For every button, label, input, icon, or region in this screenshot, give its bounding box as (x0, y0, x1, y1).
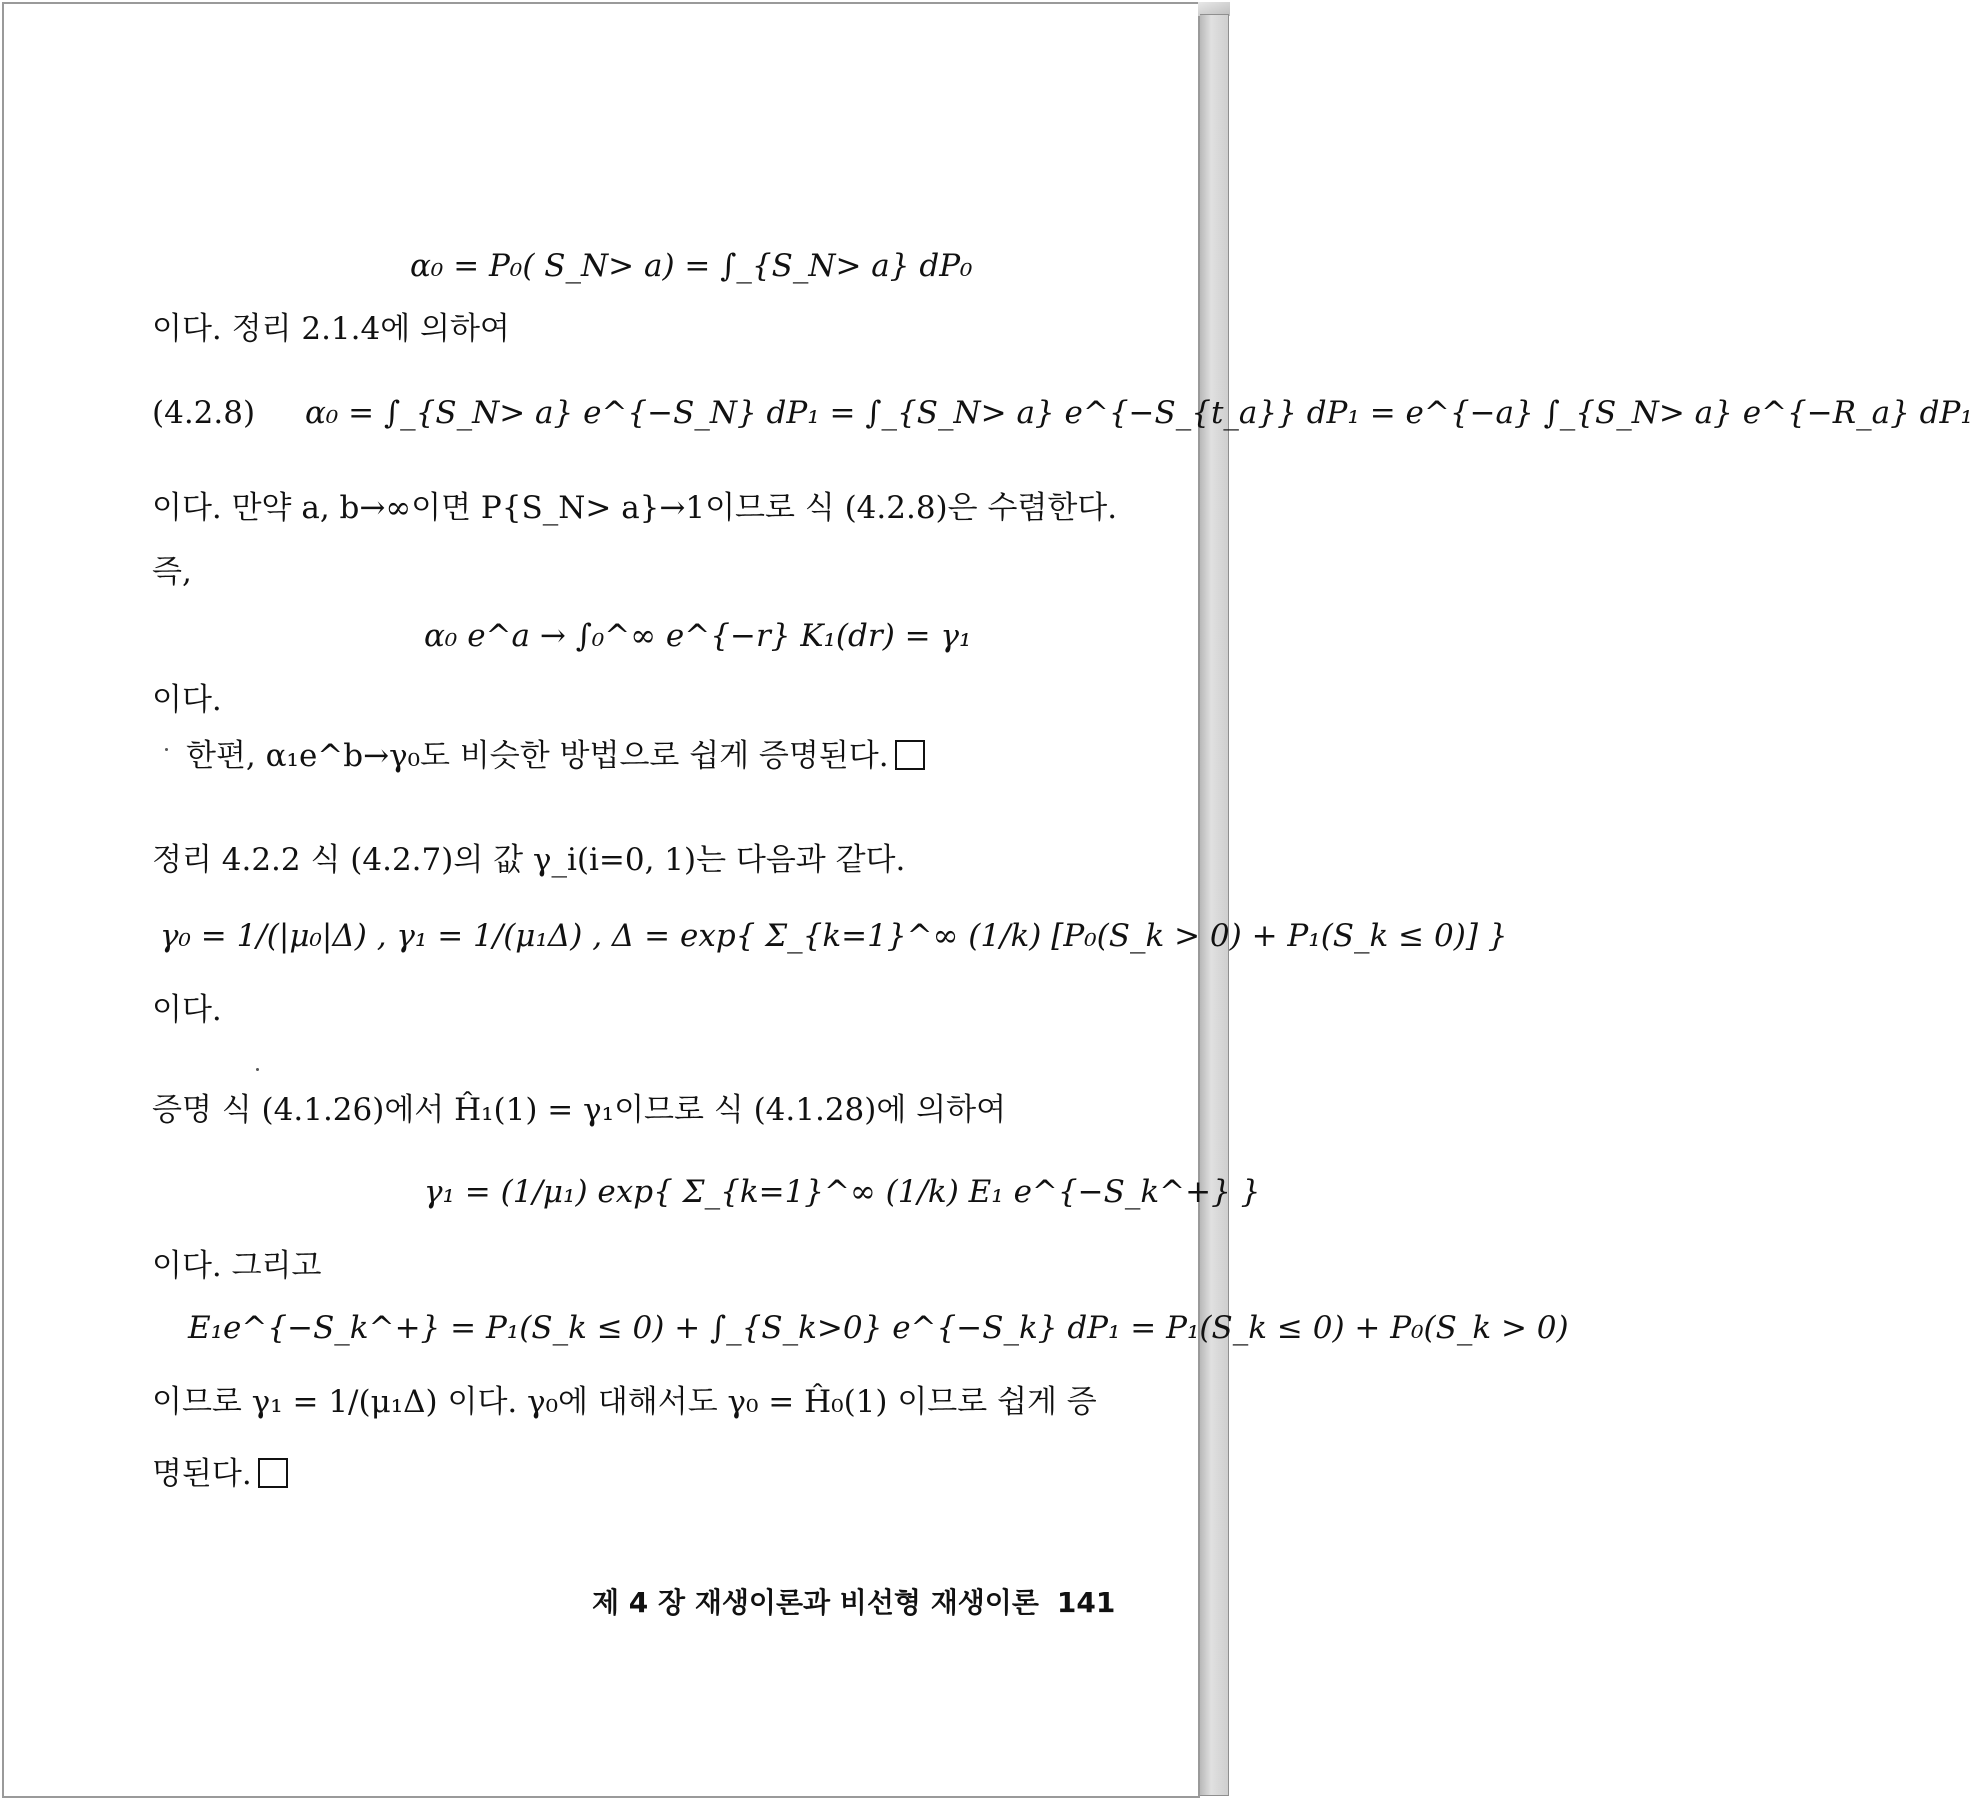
equation-gamma1: γ₁ = (1/μ₁) exp{ Σ_{k=1}^∞ (1/k) E₁ e^{−S_k^+} } (424, 1174, 1261, 1210)
equation-4-2-8 (152, 393, 1973, 433)
equation-alpha0: α₀ = P₀( S_N> a) = ∫_{S_N> a} dP₀ (410, 248, 973, 284)
equation-4-2-8-body: α₀ = ∫_{S_N> a} e^{−S_N} dP₁ = ∫_{S_N> a} e^{−S_{t_a}} dP₁ = e^{−a} ∫_{S_N> a} e^{−R_a} dP₁ (304, 395, 1973, 431)
text-line-9-body: 명된다. (152, 1456, 252, 1492)
scan-speck (256, 1068, 259, 1071)
equation-number: (4.2.8) (152, 395, 256, 431)
equation-expectation: E₁e^{−S_k^+} = P₁(S_k ≤ 0) + ∫_{S_k>0} e^{−S_k} dP₁ = P₁(S_k ≤ 0) + P₀(S_k > 0) (188, 1310, 1569, 1346)
proof-heading: 증명 식 (4.1.26)에서 Ĥ₁(1) = γ₁이므로 식 (4.1.28)에 의하여 (152, 1092, 1007, 1128)
text-line-5-body: 한편, α₁e^b→γ₀도 비슷한 방법으로 쉽게 증명된다. (186, 738, 889, 774)
text-line-1: 이다. 정리 2.1.4에 의하여 (152, 311, 510, 347)
page-number: 141 (1056, 1586, 1116, 1619)
qed-box (258, 1458, 288, 1488)
text-line-5 (186, 736, 925, 776)
qed-box (895, 740, 925, 770)
theorem-heading: 정리 4.2.2 식 (4.2.7)의 값 γ_i(i=0, 1)는 다음과 같다. (152, 842, 906, 878)
text-line-8: 이므로 γ₁ = 1/(μ₁Δ) 이다. γ₀에 대해서도 γ₀ = Ĥ₀(1) 이므로 쉽게 증 (152, 1384, 1097, 1420)
text-line-9 (152, 1454, 288, 1494)
equation-gamma-values: γ₀ = 1/(|μ₀|Δ) , γ₁ = 1/(μ₁Δ) , Δ = exp{ Σ_{k=1}^∞ (1/k) [P₀(S_k > 0) + P₁(S_k ≤ 0)] } (160, 918, 1508, 954)
text-line-7: 이다. 그리고 (152, 1248, 322, 1284)
text-line-4: 이다. (152, 682, 222, 718)
equation-limit: α₀ e^a → ∫₀^∞ e^{−r} K₁(dr) = γ₁ (424, 618, 972, 654)
book-spine (1200, 14, 1229, 1796)
text-line-2: 이다. 만약 a, b→∞이면 P{S_N> a}→1이므로 식 (4.2.8)은 수렴한다. (152, 490, 1118, 526)
text-line-3: 즉, (152, 554, 192, 590)
page-footer (592, 1585, 1115, 1621)
chapter-title: 제 4 장 재생이론과 비선형 재생이론 (592, 1586, 1039, 1619)
text-line-6: 이다. (152, 992, 222, 1028)
scan-speck (165, 748, 168, 751)
